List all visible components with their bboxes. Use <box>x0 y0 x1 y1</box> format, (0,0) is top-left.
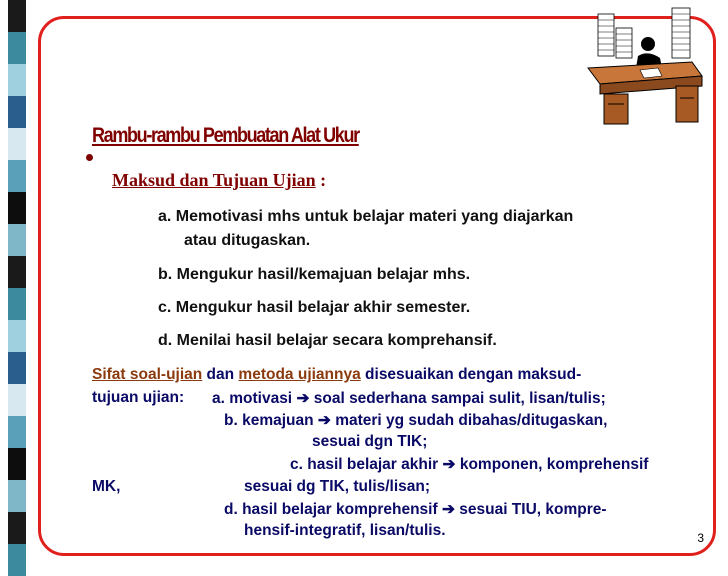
arrow-right-icon: ➔ <box>296 390 310 407</box>
sifat-line-b <box>224 411 607 430</box>
strip-square <box>8 128 26 160</box>
strip-square <box>8 160 26 192</box>
sifat-d-label: d. hasil belajar komprehensif <box>224 501 438 518</box>
sifat-line-c-cont: sesuai dg TIK, tulis/lisan; <box>244 478 431 495</box>
strip-square <box>8 320 26 352</box>
sifat-line-b-cont: sesuai dgn TIK; <box>312 433 428 450</box>
sifat-line-d <box>224 500 607 519</box>
sifat-conj: dan <box>202 366 239 383</box>
strip-square <box>8 288 26 320</box>
striped-left-border <box>0 0 30 563</box>
sifat-line-c <box>290 455 648 474</box>
sifat-term-1: Sifat soal-ujian <box>92 366 203 383</box>
bullet-dot <box>86 154 93 161</box>
page-number: 3 <box>697 531 704 545</box>
sifat-b-label: b. kemajuan <box>224 412 314 429</box>
arrow-right-icon: ➔ <box>317 412 331 429</box>
sub-heading <box>112 170 326 191</box>
strip-square <box>8 32 26 64</box>
strip-square <box>8 0 26 32</box>
list-item-d: d. Menilai hasil belajar secara komprehansif. <box>158 332 497 349</box>
strip-square <box>8 192 26 224</box>
sifat-mk-label: MK, <box>92 478 121 495</box>
sifat-b-text: materi yg sudah dibahas/ditugaskan, <box>330 412 608 429</box>
list-item-c: c. Mengukur hasil belajar akhir semester. <box>158 299 471 316</box>
sub-heading-text: Maksud dan Tujuan Ujian <box>112 170 316 190</box>
slide-title: Rambu-rambu Pembuatan Alat Ukur <box>92 124 359 147</box>
strip-square <box>8 544 26 576</box>
strip-square <box>8 96 26 128</box>
strip-square <box>8 416 26 448</box>
list-item-a-cont: atau ditugaskan. <box>184 232 311 249</box>
sifat-term-2: metoda ujiannya <box>238 366 361 383</box>
sifat-c-text: komponen, komprehensif <box>455 456 649 473</box>
strip-square <box>8 64 26 96</box>
strip-square <box>8 448 26 480</box>
sifat-rest: disesuaikan dengan maksud- <box>360 366 582 383</box>
strip-square <box>8 224 26 256</box>
arrow-right-icon: ➔ <box>441 501 455 518</box>
sifat-line-1 <box>92 366 581 384</box>
sifat-d-text: sesuai TIU, kompre- <box>454 501 607 518</box>
office-worker-desk-clipart <box>580 6 710 126</box>
sub-heading-colon: : <box>315 170 327 190</box>
sifat-line-d-cont: hensif-integratif, lisan/tulis. <box>244 522 446 539</box>
strip-square <box>8 512 26 544</box>
sifat-a-label: a. motivasi <box>212 390 293 407</box>
strip-square <box>8 480 26 512</box>
sifat-a-text: soal sederhana sampai sulit, lisan/tulis; <box>309 390 606 407</box>
strip-square <box>8 352 26 384</box>
arrow-right-icon: ➔ <box>442 456 456 473</box>
sifat-line-a <box>212 389 606 408</box>
strip-square <box>8 256 26 288</box>
sifat-line-2-label: tujuan ujian: <box>92 389 185 406</box>
list-item-b: b. Mengukur hasil/kemajuan belajar mhs. <box>158 266 471 283</box>
sifat-c-label: c. hasil belajar akhir <box>290 456 439 473</box>
strip-square <box>8 384 26 416</box>
list-item-a: a. Memotivasi mhs untuk belajar materi yang diajarkan <box>158 208 574 225</box>
